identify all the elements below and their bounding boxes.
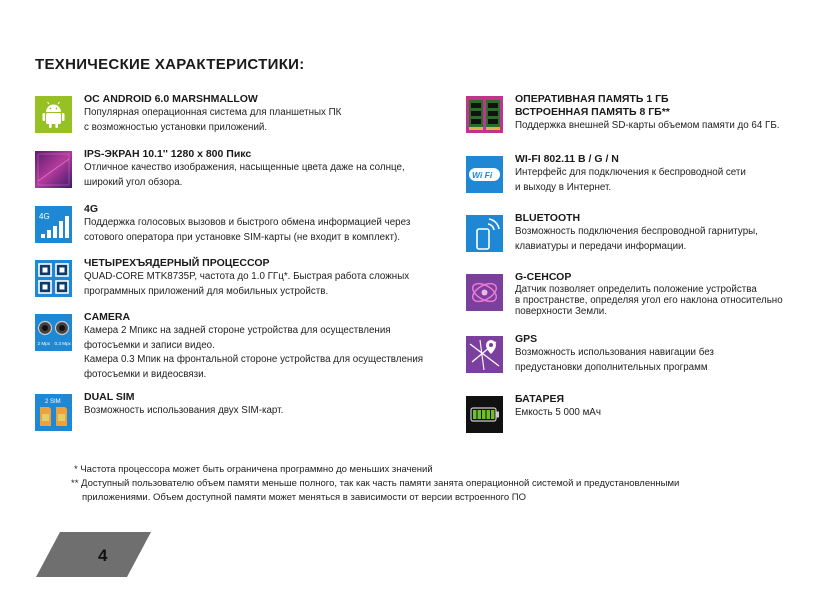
spec-heading: ОС ANDROID 6.0 MARSHMALLOW	[84, 93, 258, 105]
spec-heading: БАТАРЕЯ	[515, 393, 565, 405]
g-sensor-icon	[466, 274, 503, 311]
screen-icon	[35, 151, 72, 188]
bluetooth-icon	[466, 215, 503, 252]
spec-line: фотосъемки и видеосвязи.	[84, 368, 207, 380]
spec-heading: 4G	[84, 203, 99, 215]
gps-icon	[466, 336, 503, 373]
footnote-memory: ** Доступный пользователю объем памяти меньше полного, так как часть памяти занята операционной системой и предустановленными	[71, 478, 680, 489]
footnote-cpu: * Частота процессора может быть ограничена программно до меньших значений	[74, 464, 433, 475]
spec-line: QUAD-CORE MTK8735P, частота до 1.0 ГГц*. Быстрая работа сложных	[84, 271, 410, 282]
spec-line: Отличное качество изображения, насыщенные цвета даже на солнце,	[84, 162, 405, 173]
spec-heading-2: ВСТРОЕННАЯ ПАМЯТЬ 8 ГБ**	[515, 106, 670, 118]
spec-line: сотового оператора при установке SIM-карты (не входит в комплект).	[84, 231, 400, 243]
spec-line: фотосъемки и записи видео.	[84, 339, 215, 351]
icon-label-cam-front: 0.3 Mpx	[54, 341, 71, 346]
spec-line: широкий угол обзора.	[84, 176, 183, 188]
spec-heading: BLUETOOTH	[515, 212, 581, 224]
spec-line: Популярная операционная система для планшетных ПК	[84, 107, 342, 118]
spec-line: в пространстве, определяя угол его наклона относительно	[515, 295, 783, 306]
signal-4g-icon	[35, 206, 72, 243]
spec-line: Камера 2 Мпикс на задней стороне устройства для осуществления	[84, 325, 391, 336]
spec-line: Интерфейс для подключения к беспроводной сети	[515, 167, 746, 178]
icon-label-4g: 4G	[39, 212, 50, 221]
page-number: 4	[98, 546, 108, 565]
camera-icon	[35, 314, 72, 351]
spec-line: Датчик позволяет определить положение устройства	[515, 284, 757, 295]
spec-line: Возможность использования навигации без	[515, 347, 714, 358]
spec-heading: ЧЕТЫРЕХЪЯДЕРНЫЙ ПРОЦЕССОР	[84, 257, 270, 269]
spec-heading: IPS-ЭКРАН 10.1'' 1280 х 800 Пикс	[84, 148, 252, 160]
spec-line: Возможность подключения беспроводной гарнитуры,	[515, 226, 758, 237]
spec-heading: GPS	[515, 333, 538, 345]
spec-line: клавиатуры и передачи информации.	[515, 240, 687, 252]
icon-label-dual-sim: 2 SIM	[45, 399, 61, 405]
spec-heading: CAMERA	[84, 311, 131, 323]
spec-line: предустановки дополнительных программ	[515, 361, 708, 373]
footnote-memory-cont: приложениями. Объем доступной памяти может меняться в зависимости от версии встроенного ПО	[82, 492, 527, 503]
android-icon	[35, 96, 72, 133]
spec-heading: ОПЕРАТИВНАЯ ПАМЯТЬ 1 ГБ	[515, 93, 669, 105]
spec-line: Камера 0.3 Мпик на фронтальной стороне устройства для осуществления	[84, 354, 424, 365]
page-number-tab	[0, 532, 180, 582]
spec-line: Поддержка голосовых вызовов и быстрого обмена информацией через	[84, 217, 411, 228]
spec-line: программных приложений для мобильных устройств.	[84, 285, 329, 297]
spec-line: Поддержка внешней SD-карты объемом памяти до 64 ГБ.	[515, 120, 780, 131]
icon-label-wifi: Wi Fi	[472, 170, 493, 180]
spec-line: Емкость 5 000 мАч	[515, 407, 601, 418]
spec-heading: WI-FI 802.11 B / G / N	[515, 153, 619, 165]
page-title: ТЕХНИЧЕСКИЕ ХАРАКТЕРИСТИКИ:	[35, 56, 305, 73]
spec-line: с возможностью установки приложений.	[84, 121, 268, 133]
wifi-icon	[466, 156, 503, 193]
memory-icon	[466, 96, 503, 133]
dual-sim-icon	[35, 394, 72, 431]
battery-icon	[466, 396, 503, 433]
quad-core-icon	[35, 260, 72, 297]
spec-heading: G-СЕНСОР	[515, 271, 572, 283]
spec-line: поверхности Земли.	[515, 306, 607, 317]
spec-line: и выходу в Интернет.	[515, 181, 612, 193]
spec-line: Возможность использования двух SIM-карт.	[84, 405, 284, 416]
spec-heading: DUAL SIM	[84, 391, 135, 403]
icon-label-cam-rear: 2 Mpx	[37, 341, 51, 346]
